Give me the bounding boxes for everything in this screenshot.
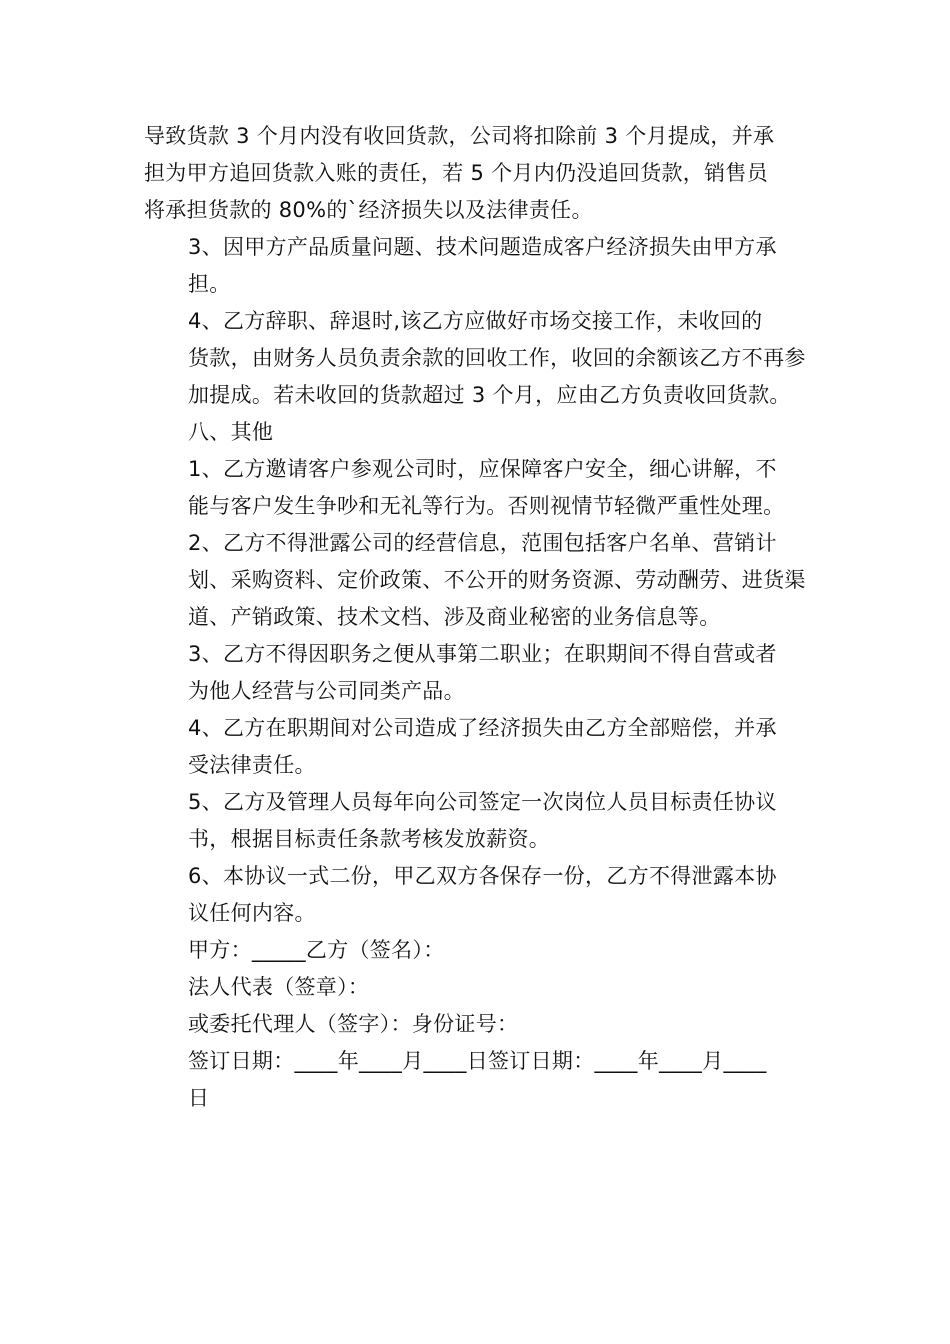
paragraph bbox=[144, 303, 806, 414]
paragraph bbox=[144, 118, 806, 229]
text-line: 将承担货款的 80%的`经济损失以及法律责任。 bbox=[144, 198, 593, 222]
text-line: 3、乙方不得因职务之便从事第二职业；在职期间不得自营或者 bbox=[188, 642, 777, 666]
paragraph bbox=[144, 932, 806, 969]
paragraph bbox=[144, 1006, 806, 1043]
text-line: 担为甲方追回货款入账的责任，若 5 个月内仍没追回货款，销售员 bbox=[144, 161, 769, 185]
paragraph bbox=[144, 636, 806, 710]
paragraph bbox=[144, 414, 806, 451]
paragraph bbox=[144, 1043, 806, 1117]
text-line: 签订日期：____年____月____日签订日期：____年____月____ bbox=[188, 1049, 767, 1073]
text-line: 4、乙方在职期间对公司造成了经济损失由乙方全部赔偿，并承 bbox=[188, 716, 777, 740]
text-line: 法人代表（签章）： bbox=[188, 975, 370, 999]
text-line: 导致货款 3 个月内没有收回货款，公司将扣除前 3 个月提成，并承 bbox=[144, 124, 775, 148]
text-line: 道、产销政策、技术文档、涉及商业秘密的业务信息等。 bbox=[188, 605, 721, 629]
document-page bbox=[144, 118, 806, 1117]
text-line: 5、乙方及管理人员每年向公司签定一次岗位人员目标责任协议 bbox=[188, 790, 777, 814]
paragraph bbox=[144, 969, 806, 1006]
paragraph bbox=[144, 525, 806, 636]
paragraph bbox=[144, 784, 806, 858]
text-line: 划、采购资料、定价政策、不公开的财务资源、劳动酬劳、进货渠 bbox=[188, 568, 806, 592]
text-line: 货款，由财务人员负责余款的回收工作，收回的余额该乙方不再参 bbox=[188, 346, 806, 370]
text-line: 或委托代理人（签字）：身份证号： bbox=[188, 1012, 519, 1036]
text-line: 4、乙方辞职、辞退时,该乙方应做好市场交接工作，未收回的 bbox=[188, 309, 763, 333]
text-line: 加提成。若未收回的货款超过 3 个月，应由乙方负责收回货款。 bbox=[188, 383, 791, 407]
text-line: 6、本协议一式二份，甲乙双方各保存一份，乙方不得泄露本协 bbox=[188, 864, 777, 888]
text-line: 2、乙方不得泄露公司的经营信息，范围包括客户名单、营销计 bbox=[188, 531, 777, 555]
text-line: 3、因甲方产品质量问题、技术问题造成客户经济损失由甲方承 bbox=[188, 235, 777, 259]
text-line: 议任何内容。 bbox=[188, 901, 316, 925]
paragraph bbox=[144, 229, 806, 303]
text-line: 甲方：_____乙方（签名）： bbox=[188, 938, 445, 962]
paragraph bbox=[144, 451, 806, 525]
text-line: 担。 bbox=[188, 272, 231, 296]
text-line: 书，根据目标责任条款考核发放薪资。 bbox=[188, 827, 551, 851]
text-line: 日 bbox=[188, 1086, 210, 1110]
text-line: 八、其他 bbox=[188, 420, 274, 444]
paragraph bbox=[144, 710, 806, 784]
text-line: 为他人经营与公司同类产品。 bbox=[188, 679, 465, 703]
paragraph bbox=[144, 858, 806, 932]
text-line: 受法律责任。 bbox=[188, 753, 316, 777]
text-line: 能与客户发生争吵和无礼等行为。否则视情节轻微严重性处理。 bbox=[188, 494, 785, 518]
text-line: 1、乙方邀请客户参观公司时，应保障客户安全，细心讲解，不 bbox=[188, 457, 777, 481]
